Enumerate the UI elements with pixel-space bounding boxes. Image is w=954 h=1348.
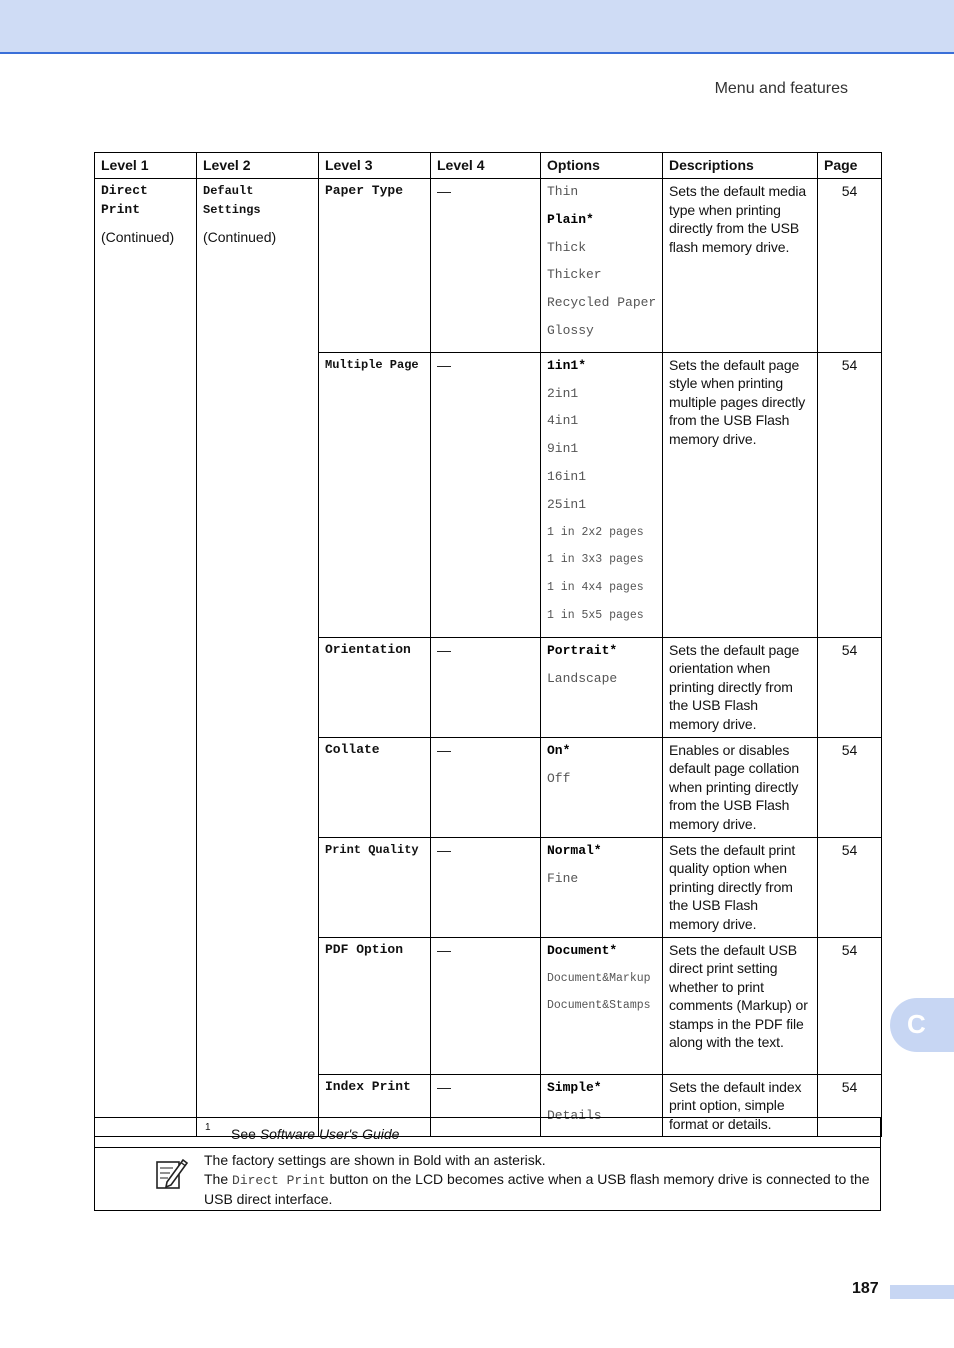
description-cell: Sets the default page style when printing multiple pages directly from the USB Flash memory drive.: [663, 352, 818, 637]
level4-cell: —: [431, 179, 541, 353]
option-item: 1 in 5x5 pages: [547, 608, 644, 622]
level3-cell: Paper Type: [319, 179, 431, 353]
option-item: Portrait*: [547, 642, 618, 658]
option-item: Thin: [547, 184, 579, 199]
description-cell: Sets the default media type when printing directly from the USB flash memory drive.: [663, 179, 818, 353]
level1-continued: (Continued): [101, 229, 175, 245]
level2-continued: (Continued): [203, 229, 277, 245]
level1-cell: [95, 179, 197, 1137]
col-header-options: Options: [541, 153, 663, 179]
level4-cell: —: [431, 937, 541, 1074]
level3-cell: Index Print: [319, 1074, 431, 1137]
option-item: Thicker: [547, 267, 602, 283]
page-cell: 54: [818, 737, 882, 837]
level4-cell: —: [431, 637, 541, 737]
footnote-guide-title: Software User's Guide: [259, 1126, 400, 1142]
option-item: Fine: [547, 870, 579, 886]
footnote-prefix: See: [231, 1126, 260, 1142]
level3-cell: Collate: [319, 737, 431, 837]
top-band: [0, 0, 954, 54]
page-cell: 54: [818, 837, 882, 937]
chapter-tab-letter: C: [907, 1009, 926, 1039]
note-line-2-pre: The: [204, 1171, 233, 1187]
option-item: Recycled Paper: [547, 295, 657, 311]
description-cell: Sets the default USB direct print setting whether to print comments (Markup) or stamps in the PDF file along with the text.: [663, 937, 818, 1074]
option-item: Normal*: [547, 842, 602, 858]
note-line-2: [204, 1170, 874, 1209]
options-cell: [541, 937, 663, 1074]
page-number: 187: [852, 1280, 879, 1297]
option-item: 1 in 4x4 pages: [547, 581, 644, 595]
direct-print-label: Direct Print: [232, 1173, 326, 1188]
page-header-title: Menu and features: [714, 80, 848, 97]
level4-cell: —: [431, 1074, 541, 1137]
footnote-text: [231, 1126, 399, 1142]
level4-cell: —: [431, 352, 541, 637]
col-header-level2: Level 2: [197, 153, 319, 179]
option-item: 4in1: [547, 413, 579, 429]
option-item: Details: [547, 1107, 602, 1123]
level3-cell: Orientation: [319, 637, 431, 737]
description-cell: Sets the default index print option, simple format or details.: [663, 1074, 818, 1137]
col-header-page: Page: [818, 153, 882, 179]
chapter-tab: [890, 998, 954, 1052]
level2-cell: [197, 179, 319, 1137]
option-item: 9in1: [547, 441, 579, 457]
level3-cell: Print Quality: [319, 837, 431, 937]
note-pencil-icon: [155, 1156, 189, 1190]
option-item: 1 in 3x3 pages: [547, 553, 644, 567]
option-item: 1 in 2x2 pages: [547, 525, 644, 539]
description-cell: Sets the default page orientation when printing directly from the USB Flash memory drive.: [663, 637, 818, 737]
option-item: Plain*: [547, 211, 594, 227]
level4-cell: —: [431, 837, 541, 937]
option-item: Thick: [547, 239, 587, 255]
note-text: [204, 1151, 874, 1209]
description-cell: Enables or disables default page collation when printing directly from the USB Flash memory drive.: [663, 737, 818, 837]
option-item: Landscape: [547, 670, 618, 686]
col-header-descriptions: Descriptions: [663, 153, 818, 179]
option-item: Glossy: [547, 322, 594, 338]
option-item: Off: [547, 770, 571, 786]
options-cell: [541, 637, 663, 737]
description-cell: Sets the default print quality option when printing directly from the USB Flash memory drive.: [663, 837, 818, 937]
page-cell: 54: [818, 937, 882, 1074]
page-cell: 54: [818, 179, 882, 353]
option-item: Document&Markup: [547, 971, 651, 985]
option-item: 2in1: [547, 385, 579, 401]
option-item: Document*: [547, 942, 618, 958]
option-item: 16in1: [547, 468, 587, 484]
option-item: On*: [547, 742, 571, 758]
note-line-2-post: button on the LCD becomes active when a USB flash memory drive is connected to the USB direct interface.: [204, 1171, 870, 1207]
col-header-level4: Level 4: [431, 153, 541, 179]
footnote-mark: 1: [205, 1122, 211, 1133]
table-header-row: [95, 153, 882, 179]
level4-cell: —: [431, 737, 541, 837]
level2-label: Default Settings: [203, 184, 261, 217]
options-cell: [541, 737, 663, 837]
options-cell: [541, 837, 663, 937]
note-line-1: The factory settings are shown in Bold with an asterisk.: [204, 1152, 546, 1168]
page-cell: 54: [818, 1074, 882, 1137]
page-cell: 54: [818, 352, 882, 637]
page-cell: 54: [818, 637, 882, 737]
level3-cell: Multiple Page: [319, 352, 431, 637]
level3-cell: PDF Option: [319, 937, 431, 1074]
footnote-row: [94, 1117, 881, 1148]
options-cell: [541, 179, 663, 353]
page-number-bar: [890, 1285, 954, 1299]
option-item: 1in1*: [547, 357, 587, 373]
note-box: [94, 1147, 881, 1211]
col-header-level3: Level 3: [319, 153, 431, 179]
option-item: Simple*: [547, 1079, 602, 1095]
option-item: Document&Stamps: [547, 999, 651, 1013]
options-cell: [541, 352, 663, 637]
level1-label: Direct Print: [101, 183, 148, 217]
col-header-level1: Level 1: [95, 153, 197, 179]
option-item: 25in1: [547, 496, 587, 512]
menu-table: [94, 152, 882, 1137]
table-row: [95, 179, 882, 353]
